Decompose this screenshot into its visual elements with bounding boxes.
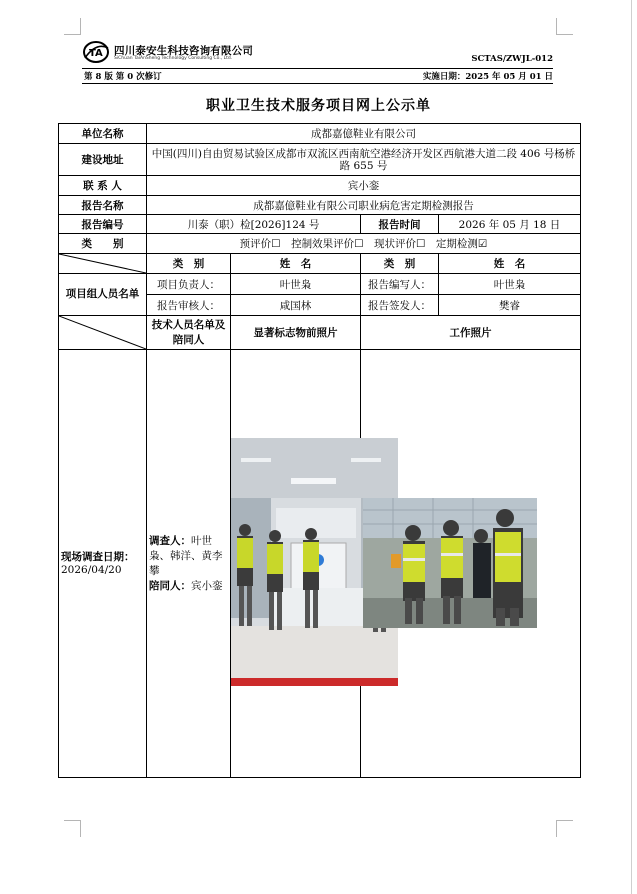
report-number-label: 报告编号 (59, 215, 147, 234)
table-row (59, 350, 581, 778)
unit-name-label: 单位名称 (59, 124, 147, 144)
investigators-label: 调查人： (149, 534, 191, 547)
category-label: 类 别 (59, 234, 147, 254)
category-options: 预评价☐ 控制效果评价☐ 现状评价☐ 定期检测☑ (147, 234, 581, 254)
role-report-reviewer: 报告审核人： (147, 295, 231, 316)
table-row (59, 176, 581, 196)
companion-value: 宾小銮 (191, 579, 223, 592)
companion-label: 陪同人： (149, 579, 191, 592)
contact-label: 联 系 人 (59, 176, 147, 196)
report-name-value: 成都嘉億鞋业有限公司职业病危害定期检测报告 (147, 196, 581, 215)
report-name-label: 报告名称 (59, 196, 147, 215)
table-row (59, 274, 581, 295)
role-project-lead: 项目负责人： (147, 274, 231, 295)
svg-text:TA: TA (89, 48, 103, 59)
table-row (59, 254, 581, 274)
table-row (59, 124, 581, 144)
investigators-value: 叶世枭、韩洋、黄李攀 (149, 534, 223, 577)
table-row (59, 144, 581, 176)
address-value: 中国(四川)自由贸易试验区成都市双流区西南航空港经济开发区西航港大道二段 406 号杨桥路 655 号 (147, 144, 581, 176)
survey-date-cell (59, 350, 147, 778)
sign-photo-cell (231, 350, 361, 778)
team-col-name: 姓 名 (231, 254, 361, 274)
implementation-date: 实施日期：2025 年 05 月 01 日 (422, 72, 553, 82)
team-label: 项目组人员名单 (59, 274, 147, 316)
unit-name-value: 成都嘉億鞋业有限公司 (147, 124, 581, 144)
header-rule (82, 83, 553, 84)
name-report-reviewer: 咸国林 (231, 295, 361, 316)
company-name-en: SiChuan TaiAnSheng Technology Consulting Co., Ltd. (114, 56, 233, 61)
sign-photo-header: 显著标志物前照片 (231, 316, 361, 350)
name-report-writer: 叶世枭 (439, 274, 581, 295)
name-project-lead: 叶世枭 (231, 274, 361, 295)
work-photo-cell (361, 350, 581, 778)
work-photo-header: 工作照片 (361, 316, 581, 350)
tech-staff-header: 技术人员名单及陪同人 (147, 316, 231, 350)
report-number-value: 川泰（职）检[2026]124 号 (147, 215, 361, 234)
crop-mark (556, 18, 573, 35)
disclosure-table (58, 123, 581, 778)
diagonal-cell (59, 254, 147, 274)
team-col-category: 类 别 (361, 254, 439, 274)
document-code: SCTAS/ZWJL-012 (471, 54, 553, 64)
team-col-name: 姓 名 (439, 254, 581, 274)
role-report-issuer: 报告签发人： (361, 295, 439, 316)
name-report-issuer: 樊睿 (439, 295, 581, 316)
edition-info: 第 8 版 第 0 次修订 (84, 72, 162, 82)
role-report-writer: 报告编写人： (361, 274, 439, 295)
survey-date-value: 2026/04/20 (61, 563, 122, 576)
page-title: 职业卫生技术服务项目网上公示单 (206, 98, 431, 114)
crop-mark (556, 820, 573, 837)
work-photo (363, 498, 537, 628)
crop-mark (64, 18, 81, 35)
report-time-value: 2026 年 05 月 18 日 (439, 215, 581, 234)
survey-date-label: 现场调查日期： (61, 550, 135, 563)
company-name-cn: 四川泰安生科技咨询有限公司 (114, 45, 254, 57)
survey-staff-cell (147, 350, 231, 778)
table-row (59, 316, 581, 350)
page-edge (631, 0, 632, 894)
table-row (59, 234, 581, 254)
table-row (59, 196, 581, 215)
contact-value: 宾小銮 (147, 176, 581, 196)
address-label: 建设地址 (59, 144, 147, 176)
header-rule (82, 68, 553, 69)
report-time-label: 报告时间 (361, 215, 439, 234)
team-col-category: 类 别 (147, 254, 231, 274)
crop-mark (64, 820, 81, 837)
table-row (59, 215, 581, 234)
diagonal-cell (59, 316, 147, 350)
company-logo-icon (82, 40, 110, 64)
